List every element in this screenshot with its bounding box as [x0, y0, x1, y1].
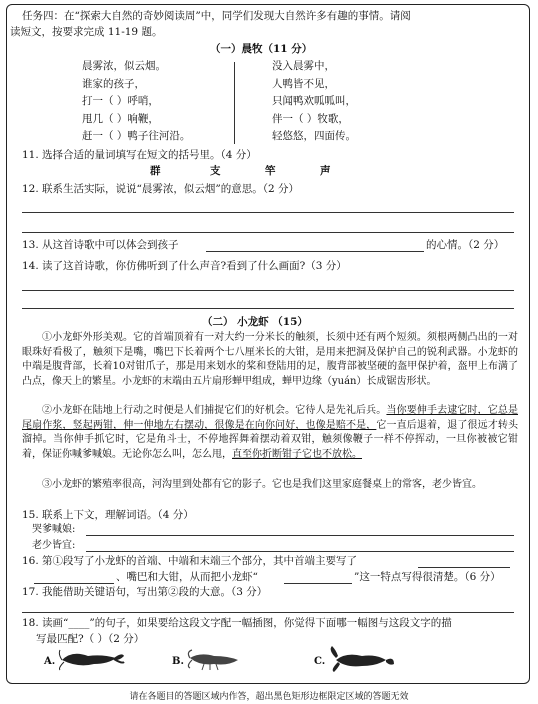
- answer-line[interactable]: [86, 551, 514, 552]
- passage-paragraph-1: ①小龙虾外形美观。它的首端顶着有一对大约一分米长的触须，长须中还有两个短须。须根两侧凸出的一对眼珠好看极了，触须下是嘴，嘴巴下长着两个七八厘米长的大钳，是用来把洞及保护自己的锐利武器。小龙虾的中端是腹背部，长着10对钳爪子，那是用来划水的桨和登陆用的足，腹背部被坚硬的盔甲保护着，盔甲上布满了凸点，像天上的繁星。小龙虾的末端由五片扇形蝉甲组成，蝉甲边缘（yuán）长成锯齿形状。: [22, 332, 518, 387]
- word-2-label: 老少皆宜:: [32, 540, 76, 551]
- question-11: 11. 选择合适的量词填写在短文的括号里。（4 分）: [22, 149, 257, 161]
- underlined-sentence: 直至你折断钳子它也不放松。: [232, 448, 362, 460]
- word-option: 声: [320, 165, 331, 177]
- task-intro-line2: 读短文，按要求完成 11-19 题。: [10, 26, 163, 38]
- question-12: 12. 联系生活实际，说说“晨雾浓，似云烟”的意思。（2 分）: [22, 183, 300, 195]
- crayfish-c-icon[interactable]: [326, 644, 396, 674]
- choice-c-label: C.: [314, 656, 326, 667]
- passage-title: （二） 小龙虾 （15）: [202, 316, 308, 328]
- poem-line: 伴一（ ）牧歌，: [272, 112, 349, 125]
- task-intro-line1: 任务四：在“探索大自然的奇妙阅读周”中，同学们发现大自然许多有趣的事情。请阅: [22, 10, 411, 22]
- crayfish-b-icon[interactable]: [184, 646, 244, 672]
- poem-left-column: [82, 58, 190, 146]
- question-15: 15. 联系上下文，理解词语。（4 分）: [22, 509, 194, 521]
- question-16-line2a: 、嘴巴和大钳，从而把小龙虾“: [116, 571, 258, 583]
- answer-blank[interactable]: [34, 583, 114, 584]
- passage-paragraph-2: [22, 404, 518, 462]
- question-18-line1: 18. 读画“____”的句子，如果要给这段文字配一幅插图，你觉得下面哪一幅图与这段文字的描: [22, 617, 452, 629]
- poem-line: 打一（ ）呼哨，: [82, 95, 159, 107]
- poem-line: 人鸭皆不见，: [272, 77, 335, 90]
- word-option: 竿: [265, 165, 276, 177]
- question-13-prefix: 13. 从这首诗歌中可以体会到孩子: [22, 239, 179, 251]
- underlined-sentence: 当你要伸手去逮它时，它总是尾扇作浆，竖起两钳，伸一伸地左右摆动，很像是在向你问好，也像是赔不是，: [22, 405, 519, 431]
- answer-line[interactable]: [86, 535, 514, 536]
- answer-line[interactable]: [22, 212, 514, 213]
- word-1-label: 哭爹喊娘:: [32, 524, 76, 535]
- answer-line[interactable]: [22, 612, 514, 613]
- choice-a-label: A.: [44, 656, 56, 667]
- question-16-line2b: ”这一特点写得很清楚。（6 分）: [354, 571, 501, 583]
- passage-text: ②小龙虾在陆地上行动之时便是人们捕捉它们的好机会。它待人是先礼后兵。: [42, 405, 387, 416]
- question-18-line2: 写最匹配?（ ）（2 分）: [36, 633, 145, 645]
- poem-line: 轻悠悠，四面传。: [272, 130, 356, 142]
- passage-text: 它一直后退着，退了很远才转头溜掉。当你伸手抓它时，它是角斗士，不停地挥舞着摆动着双钳，触须像鞭子一样不停挥动，一旦你被被它钳着，保证你喊爹喊娘。无论你怎么叫，怎么甩，: [22, 419, 518, 460]
- question-16-line1: 16. 第①段写了小龙虾的首端、中端和末端三个部分，其中首端主要写了: [22, 555, 358, 567]
- question-14: 14. 读了这首诗歌，你仿佛听到了什么声音?看到了什么画面?（3 分）: [22, 260, 347, 272]
- poem-line: 没入晨雾中，: [272, 60, 335, 72]
- poem-line: 只闻鸭欢呱呱叫，: [272, 95, 356, 107]
- poem-line: 谁家的孩子，: [82, 77, 145, 90]
- poem-right-column: [272, 58, 356, 146]
- choice-b-label: B.: [172, 656, 184, 667]
- poem-line: 赶一（ ）鸭子往河沿。: [82, 130, 191, 142]
- question-17: 17. 我能借助关键语句，写出第②段的大意。（3 分）: [22, 586, 268, 598]
- answer-blank[interactable]: [418, 567, 510, 568]
- poem-title: （一）晨牧（11 分）: [210, 43, 313, 55]
- crayfish-a-icon[interactable]: [58, 646, 126, 672]
- poem-line: 晨雾浓，似云烟。: [82, 60, 166, 72]
- answer-line[interactable]: [22, 232, 514, 233]
- passage-paragraph-3: ③小龙虾的繁殖率很高，河沟里到处都有它的影子。它也是我们这里家庭餐桌上的常客，老少皆宜。: [42, 479, 482, 490]
- footer-note: 请在各题目的答题区域内作答，超出黑色矩形边框限定区域的答题无效: [129, 692, 409, 702]
- answer-blank[interactable]: [206, 251, 424, 252]
- answer-blank[interactable]: [284, 583, 352, 584]
- answer-line[interactable]: [22, 290, 514, 291]
- poem-line: 甩几（ ）响鞭，: [82, 112, 159, 125]
- answer-line[interactable]: [22, 308, 514, 309]
- word-option: 支: [210, 165, 221, 177]
- question-13-suffix: 的心情。（2 分）: [426, 239, 505, 251]
- poem-divider: [234, 62, 235, 144]
- word-option: 群: [150, 165, 161, 177]
